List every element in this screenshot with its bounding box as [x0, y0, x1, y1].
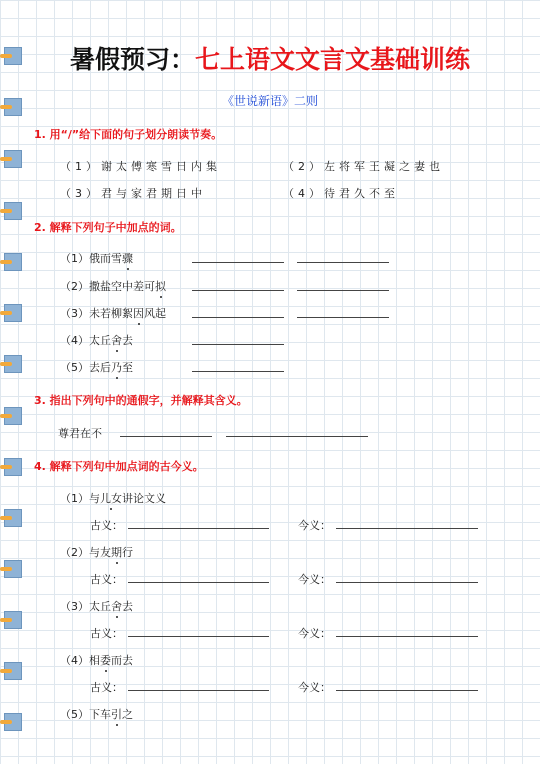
dotted-word: 舍	[111, 600, 122, 613]
q2-item-1: （1）俄而雪骤	[60, 252, 133, 265]
q2-item-2: （2）撒盐空中差可拟	[60, 280, 166, 293]
q3-heading: 3. 指出下列句中的通假字，并解释其含义。	[34, 394, 248, 407]
gu-label: 古义：	[90, 519, 123, 532]
q1-item-3: （3）君与家君期日中	[60, 187, 206, 200]
binder-ring	[0, 662, 24, 680]
dotted-word: 舍	[111, 334, 122, 347]
q4-item-2: （2）与友期行	[60, 546, 133, 559]
answer-blank[interactable]	[192, 371, 284, 372]
q4-item-1: （1）与儿女讲论文义	[60, 492, 166, 505]
answer-blank[interactable]	[336, 690, 478, 691]
binder-ring	[0, 713, 24, 731]
jin-label: 今义：	[298, 627, 331, 640]
answer-blank[interactable]	[128, 582, 269, 583]
q4-heading: 4. 解释下列句中加点词的古今义。	[34, 460, 204, 473]
q1-item-1: （1）谢太傅寒雪日内集	[60, 160, 221, 173]
gu-label: 古义：	[90, 573, 123, 586]
answer-blank[interactable]	[120, 436, 212, 437]
answer-blank[interactable]	[336, 528, 478, 529]
binder-ring	[0, 150, 24, 168]
dotted-word: 拟	[155, 280, 166, 293]
gu-label: 古义：	[90, 627, 123, 640]
dotted-word: 乃	[111, 361, 122, 374]
answer-blank[interactable]	[128, 636, 269, 637]
binder-ring	[0, 253, 24, 271]
binder-ring	[0, 458, 24, 476]
subtitle: 《世说新语》二则	[221, 94, 318, 108]
q1-item-2: （2）左将军王凝之妻也	[283, 160, 444, 173]
answer-blank[interactable]	[128, 528, 269, 529]
q4-item-5: （5）下车引之	[60, 708, 133, 721]
answer-blank[interactable]	[297, 290, 389, 291]
answer-blank[interactable]	[297, 317, 389, 318]
answer-blank[interactable]	[192, 290, 284, 291]
answer-blank[interactable]	[297, 262, 389, 263]
dotted-word: 期	[111, 546, 122, 559]
dotted-word: 因	[133, 307, 144, 320]
binder-ring	[0, 304, 24, 322]
q3-sentence: 尊君在不	[58, 427, 102, 440]
answer-blank[interactable]	[192, 262, 284, 263]
answer-blank[interactable]	[192, 317, 284, 318]
binder-ring	[0, 407, 24, 425]
dotted-word: 委	[100, 654, 111, 667]
binder-ring	[0, 355, 24, 373]
dotted-word: 骤	[122, 252, 133, 265]
jin-label: 今义：	[298, 573, 331, 586]
q2-item-3: （3）未若柳絮因风起	[60, 307, 166, 320]
answer-blank[interactable]	[192, 344, 284, 345]
binder-ring	[0, 560, 24, 578]
answer-blank[interactable]	[128, 690, 269, 691]
q1-item-4: （4）待君久不至	[283, 187, 399, 200]
q2-item-4: （4）太丘舍去	[60, 334, 133, 347]
binder-ring	[0, 202, 24, 220]
binder-ring	[0, 611, 24, 629]
page-title	[0, 40, 540, 76]
title-main: 七上语文文言文基础训练	[195, 45, 471, 74]
q1-heading: 1. 用“/”给下面的句子划分朗读节奏。	[34, 128, 223, 141]
gu-label: 古义：	[90, 681, 123, 694]
jin-label: 今义：	[298, 519, 331, 532]
dotted-word: 儿女	[100, 492, 122, 505]
binder-ring	[0, 509, 24, 527]
q4-item-4: （4）相委而去	[60, 654, 133, 667]
answer-blank[interactable]	[336, 582, 478, 583]
q4-item-3: （3）太丘舍去	[60, 600, 133, 613]
answer-blank[interactable]	[226, 436, 368, 437]
title-prefix: 暑假预习：	[69, 45, 195, 74]
answer-blank[interactable]	[336, 636, 478, 637]
q2-heading: 2. 解释下列句子中加点的词。	[34, 221, 182, 234]
dotted-word: 引	[111, 708, 122, 721]
jin-label: 今义：	[298, 681, 331, 694]
q2-item-5: （5）去后乃至	[60, 361, 133, 374]
